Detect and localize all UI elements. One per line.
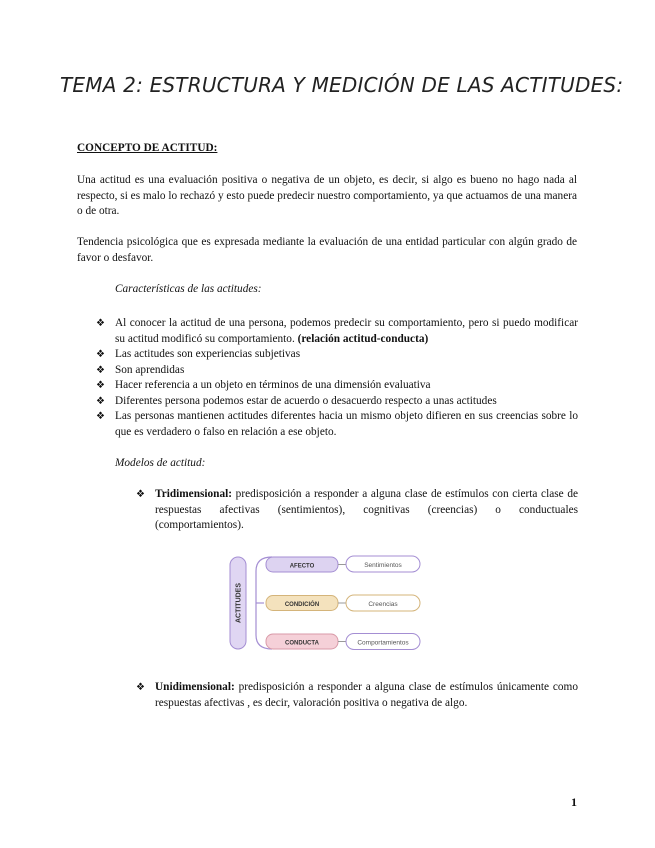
page-number: 1 — [571, 795, 577, 809]
page-title: TEMA 2: ESTRUCTURA Y MEDICIÓN DE LAS ACTITUDES: — [60, 73, 624, 97]
diamond-bullet-icon: ❖ — [136, 682, 145, 693]
list-item-text: Las actitudes son experiencias subjetivas — [115, 348, 301, 360]
list-item-text: Diferentes persona podemos estar de acuerdo o desacuerdo respecto a unas actitudes — [115, 394, 497, 407]
model-tridimensional — [136, 487, 578, 534]
diamond-bullet-icon: ❖ — [96, 395, 105, 407]
list-item — [96, 316, 578, 347]
tendency-paragraph: Tendencia psicológica que es expresada mediante la evaluación de una entidad particular con algún grado de favor o desfavor. — [77, 236, 577, 264]
model-name: Unidimensional: — [155, 681, 235, 693]
models-list-top — [136, 487, 578, 534]
diagram-component-label: CONDICIÓN — [284, 602, 320, 608]
diagram-detail-label: Comportamientos — [357, 639, 409, 647]
model-name: Tridimensional: — [155, 488, 232, 500]
diamond-bullet-icon: ❖ — [136, 489, 145, 500]
model-unidimensional — [136, 680, 578, 711]
list-item-bold: (relación actitud-conducta) — [297, 332, 429, 345]
diagram-detail-label: Creencias — [368, 601, 398, 608]
diagram-component-label: CONDUCTA — [285, 640, 319, 647]
diamond-bullet-icon: ❖ — [96, 380, 105, 391]
diamond-bullet-icon: ❖ — [96, 349, 105, 360]
list-item — [96, 409, 578, 440]
models-list-bottom — [136, 680, 578, 711]
list-item-text: Las personas mantienen actitudes diferentes hacia un mismo objeto difieren en sus creencias sobre lo que es verdadero o falso en relación a ese objeto. — [115, 410, 578, 438]
model-text: predisposición a responder a alguna clase de estímulos únicamente como respuestas afectivas , es decir, valoración positiva o negativa de algo. — [155, 681, 578, 709]
characteristics-list — [96, 316, 578, 440]
models-heading: Modelos de actitud: — [115, 457, 206, 469]
diamond-bullet-icon: ❖ — [96, 411, 105, 422]
list-item-text: Son aprendidas — [115, 363, 185, 376]
list-item-text: Al conocer la actitud de una persona, podemos predecir su comportamiento, pero si puedo modificar su actitud modificó su comportamiento. — [115, 317, 578, 345]
list-item-text: Hacer referencia a un objeto en términos de una dimensión evaluativa — [115, 379, 431, 391]
diagram-component-label: AFECTO — [289, 563, 315, 570]
list-item — [96, 394, 578, 410]
diagram-detail-label: Sentimientos — [364, 562, 402, 569]
diagram-root-label: ACTITUDES — [235, 582, 243, 624]
list-item — [96, 378, 578, 394]
characteristics-heading: Características de las actitudes: — [115, 283, 262, 295]
attitude-components-diagram — [228, 553, 424, 653]
diamond-bullet-icon: ❖ — [96, 364, 105, 376]
diamond-bullet-icon: ❖ — [96, 318, 105, 329]
model-text: predisposición a responder a alguna clase de estímulos con cierta clase de respuestas afectivas (sentimientos), cognitivas (creencias) o conductuales (comportamientos). — [155, 488, 578, 531]
definition-paragraph: Una actitud es una evaluación positiva o negativa de un objeto, es decir, si algo es bueno no hago nada al respecto, si es malo lo rechazó y esto puede predecir nuestro comportamiento, ya que actuamos de una manera o de otra. — [77, 174, 577, 217]
list-item — [96, 347, 578, 363]
list-item — [96, 363, 578, 379]
section-heading: CONCEPTO DE ACTITUD: — [77, 142, 218, 154]
